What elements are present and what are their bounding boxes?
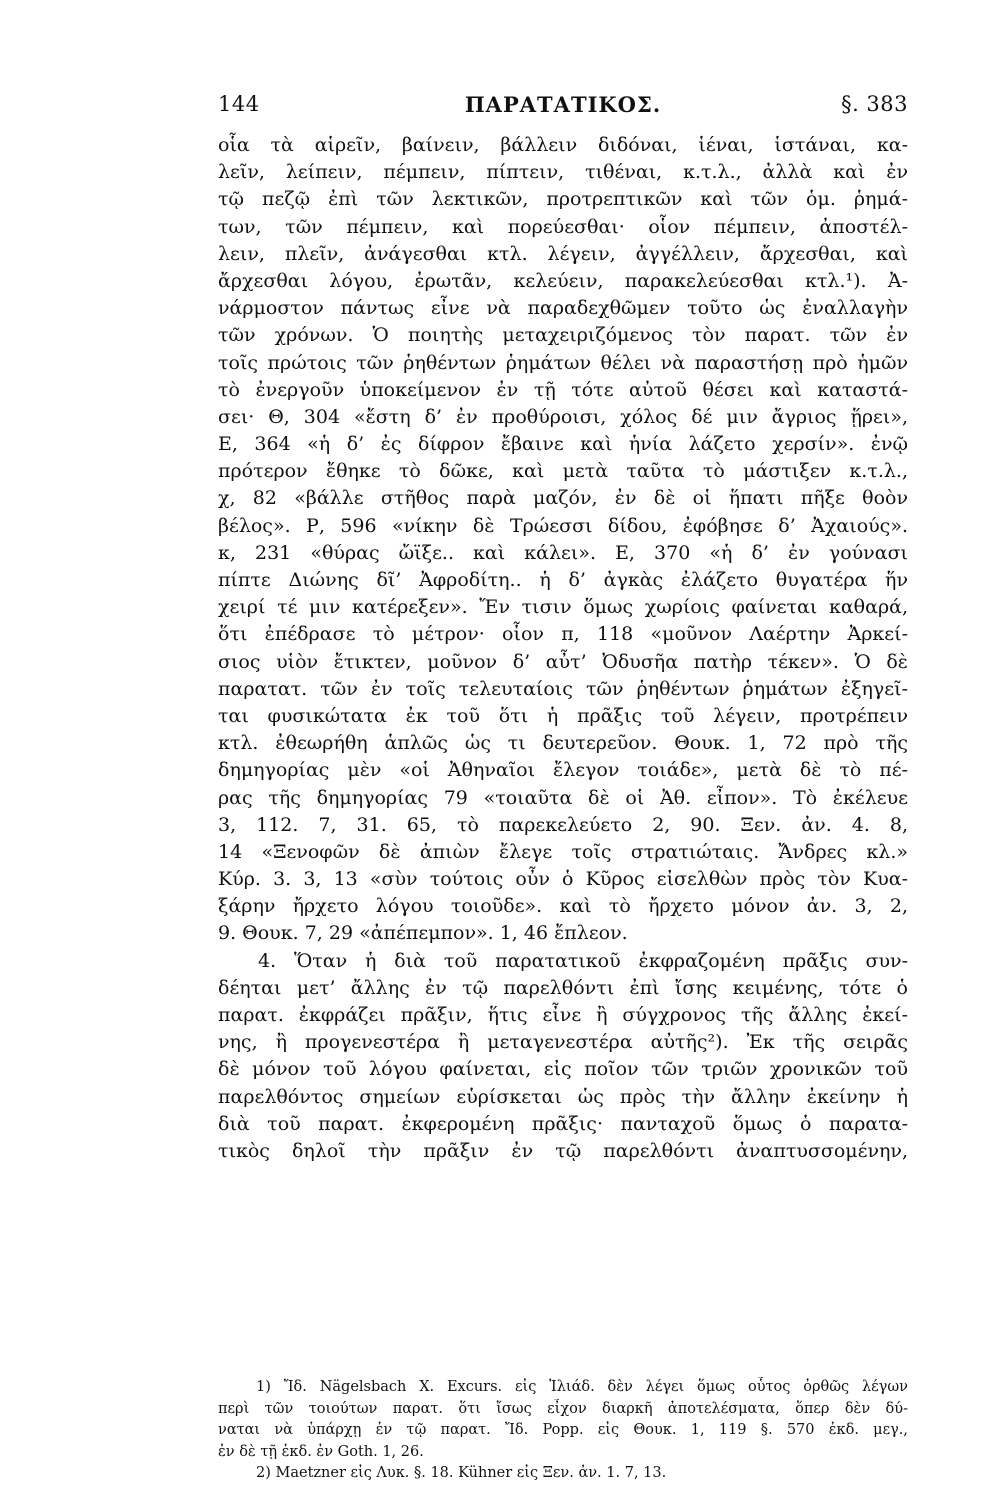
- text-line: παρελθόντος σημείων εὑρίσκεται ὡς πρὸς τὴν ἄλλην ἐκείνην ἡ: [218, 1085, 908, 1108]
- text-line: διὰ τοῦ παρατ. ἐκφερομένη πρᾶξις· πανταχοῦ ὅμως ὁ παρατα-: [218, 1112, 908, 1135]
- text-line: τοῖς πρώτοις τῶν ῥηθέντων ῥημάτων θέλει νὰ παραστήσῃ πρὸ ἡμῶν: [218, 351, 908, 374]
- text-line: 3, 112. 7, 31. 65, τὸ παρεκελεύετο 2, 90. Ξεν. ἀν. 4. 8,: [218, 813, 908, 836]
- text-line: ὅτι ἐπέδρασε τὸ μέτρον· οἷον π, 118 «μοῦνον Λαέρτην Ἀρκεί-: [218, 623, 908, 646]
- text-line: σει· Θ, 304 «ἔστη δ’ ἐν προθύροισι, χόλος δέ μιν ἄγριος ᾕρει»,: [218, 405, 908, 428]
- text-line: των, τῶν πέμπειν, καὶ πορεύεσθαι· οἷον πέμπειν, ἀποστέλ-: [218, 215, 908, 238]
- text-line: ξάρην ἤρχετο λόγου τοιοῦδε». καὶ τὸ ἤρχετο μόνον ἀν. 3, 2,: [218, 895, 908, 918]
- text-line: Κύρ. 3. 3, 13 «σὺν τούτοις οὖν ὁ Κῦρος εἰσελθὼν πρὸς τὸν Κυα-: [218, 868, 908, 891]
- text-line: δὲ μόνον τοῦ λόγου φαίνεται, εἰς ποῖον τῶν τριῶν χρονικῶν τοῦ: [218, 1058, 908, 1081]
- footnotes: [218, 1377, 908, 1485]
- text-line: 4. Ὅταν ἡ διὰ τοῦ παρατατικοῦ ἐκφραζομένη πρᾶξις συν-: [258, 949, 908, 972]
- text-line: οἷα τὰ αἱρεῖν, βαίνειν, βάλλειν διδόναι, ἱέναι, ἱστάναι, κα-: [218, 134, 908, 156]
- text-line: τῶν χρόνων. Ὁ ποιητὴς μεταχειριζόμενος τὸν παρατ. τῶν ἐν: [218, 324, 908, 347]
- text-line: σιος υἱὸν ἔτικτεν, μοῦνον δ’ αὖτ’ Ὀδυσῆα πατὴρ τέκεν». Ὁ δὲ: [218, 650, 908, 673]
- text-line: πίπτε Διώνης δῖ’ Ἀφροδίτη.. ἡ δ’ ἀγκὰς ἐλάζετο θυγατέρα ἥν: [218, 569, 908, 591]
- text-line: νης, ἢ προγενεστέρα ἢ μεταγενεστέρα αὐτῆς²). Ἐκ τῆς σειρᾶς: [218, 1031, 908, 1054]
- text-line: δημηγορίας μὲν «οἱ Ἀθηναῖοι ἔλεγον τοιάδε», μετὰ δὲ τὸ πέ-: [218, 759, 908, 782]
- body-text: [218, 132, 908, 1165]
- text-line: πρότερον ἔθηκε τὸ δῶκε, καὶ μετὰ ταῦτα τὸ μάστιξεν κ.τ.λ.,: [218, 460, 908, 483]
- text-line: τῷ πεζῷ ἐπὶ τῶν λεκτικῶν, προτρεπτικῶν καὶ τῶν ὁμ. ῥημά-: [218, 188, 908, 211]
- text-line: δέηται μετ’ ἄλλης ἐν τῷ παρελθόντι ἐπὶ ἴσης κειμένης, τότε ὁ: [218, 976, 908, 999]
- page-number: 144: [218, 92, 260, 116]
- footnote-line: 2) Maetzner εἰς Λυκ. §. 18. Kühner εἰς Ξεν. ἀν. 1. 7, 13.: [256, 1465, 667, 1481]
- text-line: λειν, πλεῖν, ἀνάγεσθαι κτλ. λέγειν, ἀγγέλλειν, ἄρχεσθαι, καὶ: [218, 242, 908, 265]
- footnote-line: 1) Ἴδ. Nägelsbach X. Excurs. εἰς Ἰλιάδ. δὲν λέγει ὅμως οὗτος ὀρθῶς λέγων: [256, 1379, 908, 1395]
- section-number: §. 383: [841, 92, 908, 116]
- text-line: τικὸς δηλοῖ τὴν πρᾶξιν ἐν τῷ παρελθόντι ἀναπτυσσομένην,: [218, 1139, 908, 1162]
- text-line: κτλ. ἐθεωρήθη ἁπλῶς ὡς τι δευτερεῦον. Θουκ. 1, 72 πρὸ τῆς: [218, 732, 908, 755]
- footnote-line: ναται νὰ ὑπάρχῃ ἐν τῷ παρατ. Ἴδ. Popp. εἰς Θουκ. 1, 119 §. 570 ἐκδ. μεγ.,: [218, 1422, 908, 1438]
- text-line: παρατ. ἐκφράζει πρᾶξιν, ἥτις εἶνε ἢ σύγχρονος τῆς ἄλλης ἐκεί-: [218, 1004, 908, 1026]
- text-line: χ, 82 «βάλλε στῆθος παρὰ μαζόν, ἐν δὲ οἱ ἥπατι πῆξε θοὸν: [218, 487, 908, 510]
- text-line: βέλος». Ρ, 596 «νίκην δὲ Τρώεσσι δίδου, ἐφόβησε δ’ Ἀχαιούς».: [218, 514, 908, 537]
- text-line: παρατατ. τῶν ἐν τοῖς τελευταίοις τῶν ῥηθέντων ῥημάτων ἐξηγεῖ-: [218, 677, 908, 700]
- text-line: ται φυσικώτατα ἐκ τοῦ ὅτι ἡ πρᾶξις τοῦ λέγειν, προτρέπειν: [218, 704, 908, 727]
- text-line: κ, 231 «θύρας ὤϊξε.. καὶ κάλει». Ε, 370 «ἡ δ’ ἐν γούνασι: [218, 541, 908, 564]
- footnote-line: περὶ τῶν τοιούτων παρατ. ὅτι ἴσως εἶχον διαρκῆ ἀποτελέσματα, ὅπερ δὲν δύ-: [218, 1400, 908, 1417]
- text-line: τὸ ἐνεργοῦν ὑποκείμενον ἐν τῇ τότε αὐτοῦ θέσει καὶ καταστά-: [218, 378, 908, 401]
- text-line: λεῖν, λείπειν, πέμπειν, πίπτειν, τιθέναι, κ.τ.λ., ἀλλὰ καὶ ἐν: [218, 161, 908, 184]
- text-line: 9. Θουκ. 7, 29 «ἀπέπεμπον». 1, 46 ἔπλεον.: [218, 922, 628, 945]
- running-title: ΠΑΡΑΤΑΤΙΚΟΣ.: [464, 92, 662, 117]
- running-header: [218, 92, 908, 132]
- text-line: ρας τῆς δημηγορίας 79 «τοιαῦτα δὲ οἱ Ἀθ. εἶπον». Τὸ ἐκέλευε: [218, 786, 908, 809]
- text-line: 14 «Ξενοφῶν δὲ ἀπιὼν ἔλεγε τοῖς στρατιώταις. Ἄνδρες κλ.»: [218, 840, 908, 863]
- text-line: χειρί τέ μιν κατέρεξεν». Ἔν τισιν ὅμως χωρίοις φαίνεται καθαρά,: [218, 596, 908, 619]
- footnote-line: ἐν δὲ τῇ ἐκδ. ἐν Goth. 1, 26.: [218, 1443, 424, 1460]
- text-line: Ε, 364 «ἡ δ’ ἐς δίφρον ἔβαινε καὶ ἡνία λάζετο χερσίν». ἐνῷ: [218, 433, 908, 456]
- text-line: νάρμοστον πάντως εἶνε νὰ παραδεχθῶμεν τοῦτο ὡς ἐναλλαγὴν: [218, 297, 908, 320]
- text-line: ἄρχεσθαι λόγου, ἐρωτᾶν, κελεύειν, παρακελεύεσθαι κτλ.¹). Ἀ-: [218, 269, 908, 292]
